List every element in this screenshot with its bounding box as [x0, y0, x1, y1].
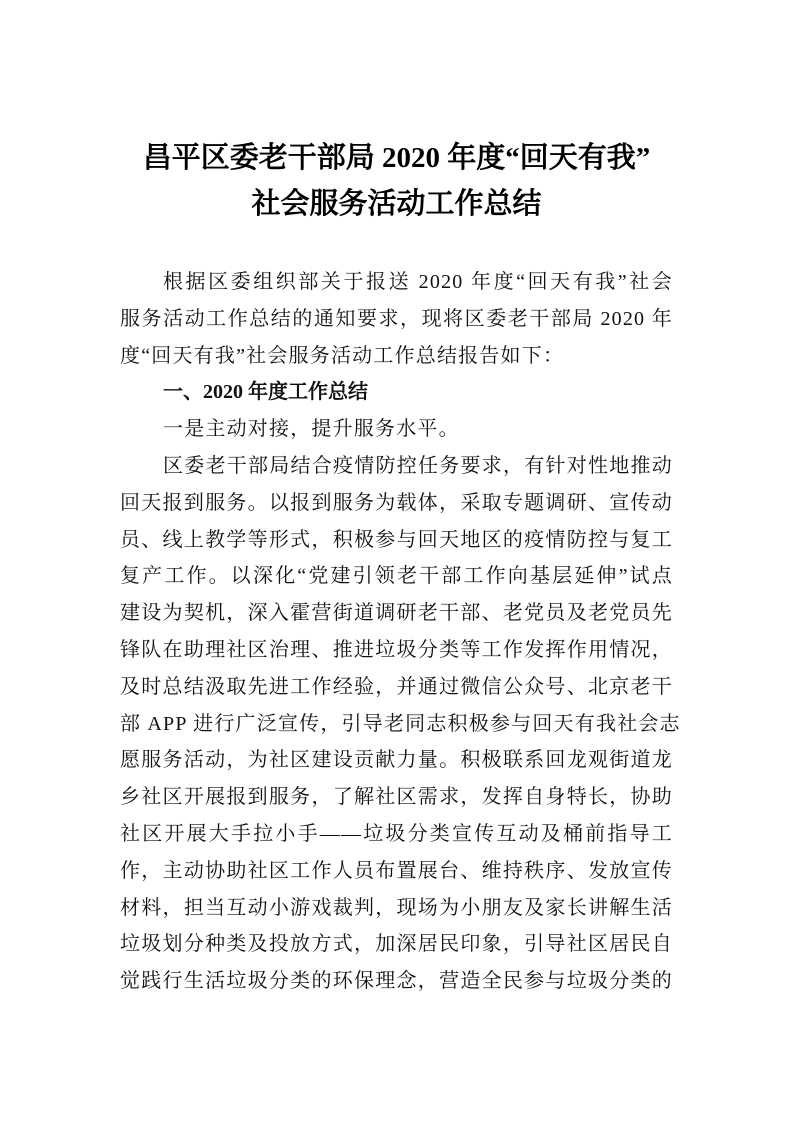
intro-line: 服务活动工作总结的通知要求，现将区委老干部局 2020 年: [120, 307, 673, 330]
paragraph-line: 及时总结汲取先进工作经验，并通过微信公众号、北京老干: [120, 675, 673, 698]
paragraph-line: 作，主动协助社区工作人员布置展台、维持秩序、发放宣传: [120, 859, 673, 882]
intro-paragraph: [120, 264, 673, 374]
paragraph-line: 材料，担当互动小游戏裁判，现场为小朋友及家长讲解生活: [120, 896, 673, 919]
paragraph-line: 回天报到服务。以报到服务为载体，采取专题调研、宣传动: [120, 491, 673, 514]
paragraph-line: 复产工作。以深化“党建引领老干部工作向基层延伸”试点: [120, 565, 673, 588]
intro-line: 根据区委组织部关于报送 2020 年度“回天有我”社会: [163, 271, 673, 293]
subheading: 一是主动对接，提升服务水平。: [163, 418, 460, 441]
section-heading: 一、2020 年度工作总结: [163, 381, 368, 404]
paragraph-line: 愿服务活动，为社区建设贡献力量。积极联系回龙观街道龙: [120, 749, 673, 772]
document-body: [120, 264, 681, 1000]
paragraph-line: 锋队在助理社区治理、推进垃圾分类等工作发挥作用情况，: [120, 638, 673, 661]
paragraph-line: 觉践行生活垃圾分类的环保理念，营造全民参与垃圾分类的: [120, 970, 673, 993]
title-line-2: 社会服务活动工作总结: [251, 188, 542, 220]
body-paragraph: [120, 448, 681, 1000]
paragraph-line: 员、线上教学等形式，积极参与回天地区的疫情防控与复工: [120, 528, 673, 551]
paragraph-line: 区委老干部局结合疫情防控任务要求，有针对性地推动: [163, 454, 673, 477]
paragraph-line: 垃圾划分种类及投放方式，加深居民印象，引导社区居民自: [120, 933, 673, 956]
paragraph-line: 部 APP 进行广泛宣传，引导老同志积极参与回天有我社会志: [120, 712, 681, 735]
intro-line: 度“回天有我”社会服务活动工作总结报告如下：: [120, 344, 565, 367]
paragraph-line: 乡社区开展报到服务，了解社区需求，发挥自身特长，协助: [120, 786, 673, 809]
document-title: [0, 135, 793, 227]
paragraph-line: 社区开展大手拉小手——垃圾分类宣传互动及桶前指导工: [120, 822, 673, 845]
paragraph-line: 建设为契机，深入霍营街道调研老干部、老党员及老党员先: [120, 602, 673, 625]
title-line-1: 昌平区委老干部局 2020 年度“回天有我”: [142, 142, 651, 174]
